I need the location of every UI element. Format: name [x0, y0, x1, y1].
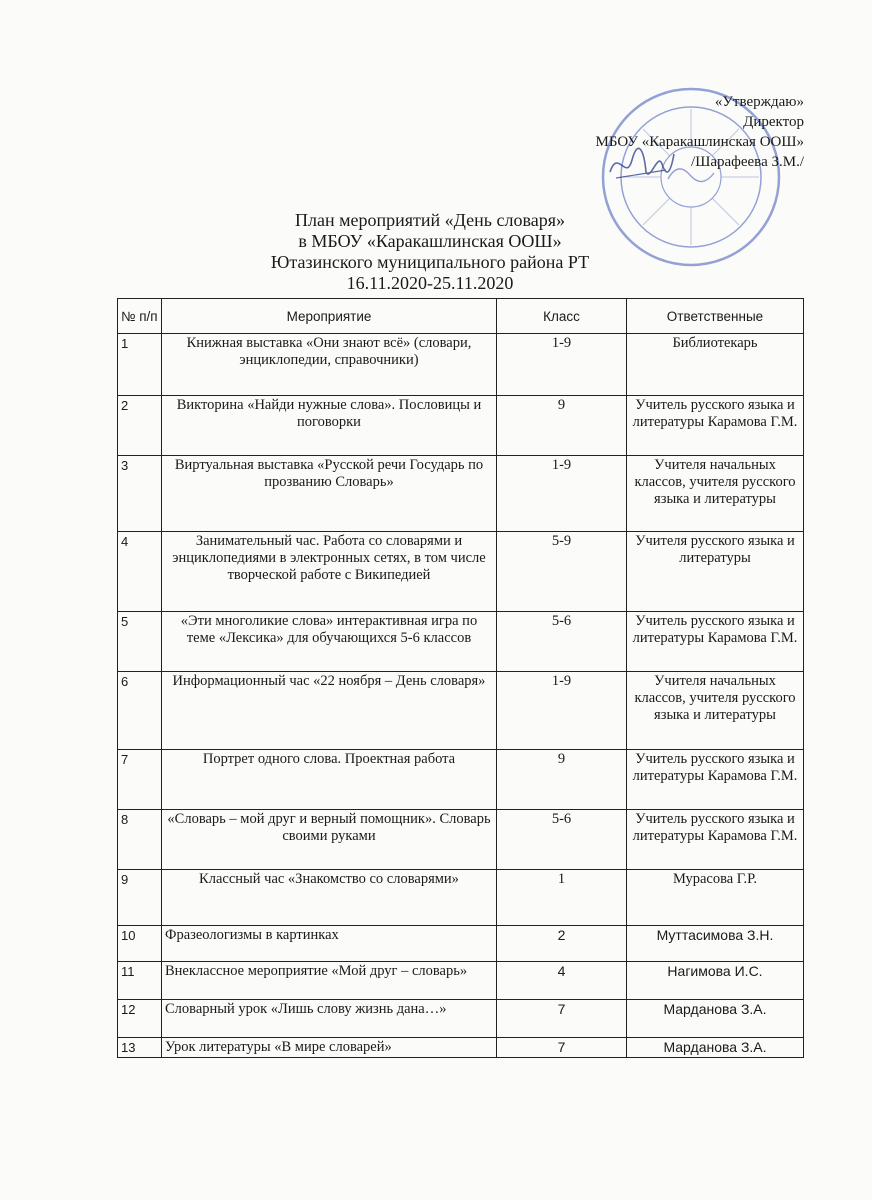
- row-class: 5-6: [497, 612, 627, 672]
- row-responsible: Мурасова Г.Р.: [627, 870, 804, 926]
- table-row: [118, 334, 804, 396]
- row-class: 1-9: [497, 456, 627, 532]
- title-dates: 16.11.2020-25.11.2020: [346, 273, 514, 293]
- row-class: 7: [497, 1000, 627, 1038]
- row-responsible: Муттасимова З.Н.: [627, 926, 804, 962]
- row-class: 9: [497, 396, 627, 456]
- row-number: 9: [118, 870, 162, 926]
- row-class: 9: [497, 750, 627, 810]
- row-responsible: Учителя начальных классов, учителя русского языка и литературы: [627, 672, 804, 750]
- header-responsible: Ответственные: [627, 299, 804, 334]
- row-class: 7: [497, 1038, 627, 1058]
- row-number: 5: [118, 612, 162, 672]
- events-table: [117, 298, 804, 1058]
- row-number: 4: [118, 532, 162, 612]
- row-event: Урок литературы «В мире словарей»: [162, 1038, 497, 1058]
- row-class: 1-9: [497, 672, 627, 750]
- row-class: 2: [497, 926, 627, 962]
- row-event: Виртуальная выставка «Русской речи Государь по прозванию Словарь»: [162, 456, 497, 532]
- row-responsible: Марданова З.А.: [627, 1000, 804, 1038]
- table-row: [118, 532, 804, 612]
- table-row: [118, 1038, 804, 1058]
- row-class: 4: [497, 962, 627, 1000]
- row-responsible: Учителя начальных классов, учителя русского языка и литературы: [627, 456, 804, 532]
- row-event: Занимательный час. Работа со словарями и энциклопедиями в электронных сетях, в том числе творческой работе с Википедией: [162, 532, 497, 612]
- approval-director-name: /Шарафеева З.М./: [691, 154, 804, 170]
- row-number: 11: [118, 962, 162, 1000]
- row-class: 1-9: [497, 334, 627, 396]
- title-line-2: в МБОУ «Каракашлинская ООШ»: [298, 231, 562, 251]
- table-row: [118, 750, 804, 810]
- row-responsible: Учитель русского языка и литературы Карамова Г.М.: [627, 750, 804, 810]
- row-responsible: Учителя русского языка и литературы: [627, 532, 804, 612]
- header-event: Мероприятие: [162, 299, 497, 334]
- row-number: 2: [118, 396, 162, 456]
- table-row: [118, 672, 804, 750]
- row-responsible: Учитель русского языка и литературы Карамова Г.М.: [627, 396, 804, 456]
- approval-block: [596, 92, 804, 172]
- row-event: Викторина «Найди нужные слова». Пословицы и поговорки: [162, 396, 497, 456]
- row-event: Словарный урок «Лишь слову жизнь дана…»: [162, 1000, 497, 1038]
- header-class: Класс: [497, 299, 627, 334]
- title-line-1: План мероприятий «День словаря»: [295, 210, 565, 230]
- row-responsible: Марданова З.А.: [627, 1038, 804, 1058]
- table-row: [118, 962, 804, 1000]
- row-number: 10: [118, 926, 162, 962]
- table-header-row: [118, 299, 804, 334]
- approval-position: Директор: [743, 114, 804, 130]
- table-row: [118, 456, 804, 532]
- table-row: [118, 870, 804, 926]
- row-number: 3: [118, 456, 162, 532]
- row-event: «Словарь – мой друг и верный помощник». Словарь своими руками: [162, 810, 497, 870]
- row-event: «Эти многоликие слова» интерактивная игра по теме «Лексика» для обучающихся 5-6 классов: [162, 612, 497, 672]
- row-event: Портрет одного слова. Проектная работа: [162, 750, 497, 810]
- approval-line: «Утверждаю»: [714, 94, 804, 110]
- document-title: [180, 210, 680, 294]
- row-number: 1: [118, 334, 162, 396]
- row-event: Информационный час «22 ноября – День словаря»: [162, 672, 497, 750]
- row-event: Фразеологизмы в картинках: [162, 926, 497, 962]
- row-number: 6: [118, 672, 162, 750]
- row-class: 5-9: [497, 532, 627, 612]
- row-responsible: Учитель русского языка и литературы Карамова Г.М.: [627, 810, 804, 870]
- approval-school: МБОУ «Каракашлинская ООШ»: [595, 134, 804, 150]
- row-event: Книжная выставка «Они знают всё» (словари, энциклопедии, справочники): [162, 334, 497, 396]
- header-number: № п/п: [118, 299, 162, 334]
- row-event: Внеклассное мероприятие «Мой друг – словарь»: [162, 962, 497, 1000]
- table-row: [118, 926, 804, 962]
- row-number: 8: [118, 810, 162, 870]
- table-row: [118, 1000, 804, 1038]
- title-line-3: Ютазинского муниципального района РТ: [270, 252, 590, 272]
- row-responsible: Нагимова И.С.: [627, 962, 804, 1000]
- table-row: [118, 396, 804, 456]
- row-responsible: Учитель русского языка и литературы Карамова Г.М.: [627, 612, 804, 672]
- table-row: [118, 810, 804, 870]
- row-number: 7: [118, 750, 162, 810]
- row-event: Классный час «Знакомство со словарями»: [162, 870, 497, 926]
- row-number: 13: [118, 1038, 162, 1058]
- row-class: 5-6: [497, 810, 627, 870]
- row-class: 1: [497, 870, 627, 926]
- table-row: [118, 612, 804, 672]
- row-number: 12: [118, 1000, 162, 1038]
- row-responsible: Библиотекарь: [627, 334, 804, 396]
